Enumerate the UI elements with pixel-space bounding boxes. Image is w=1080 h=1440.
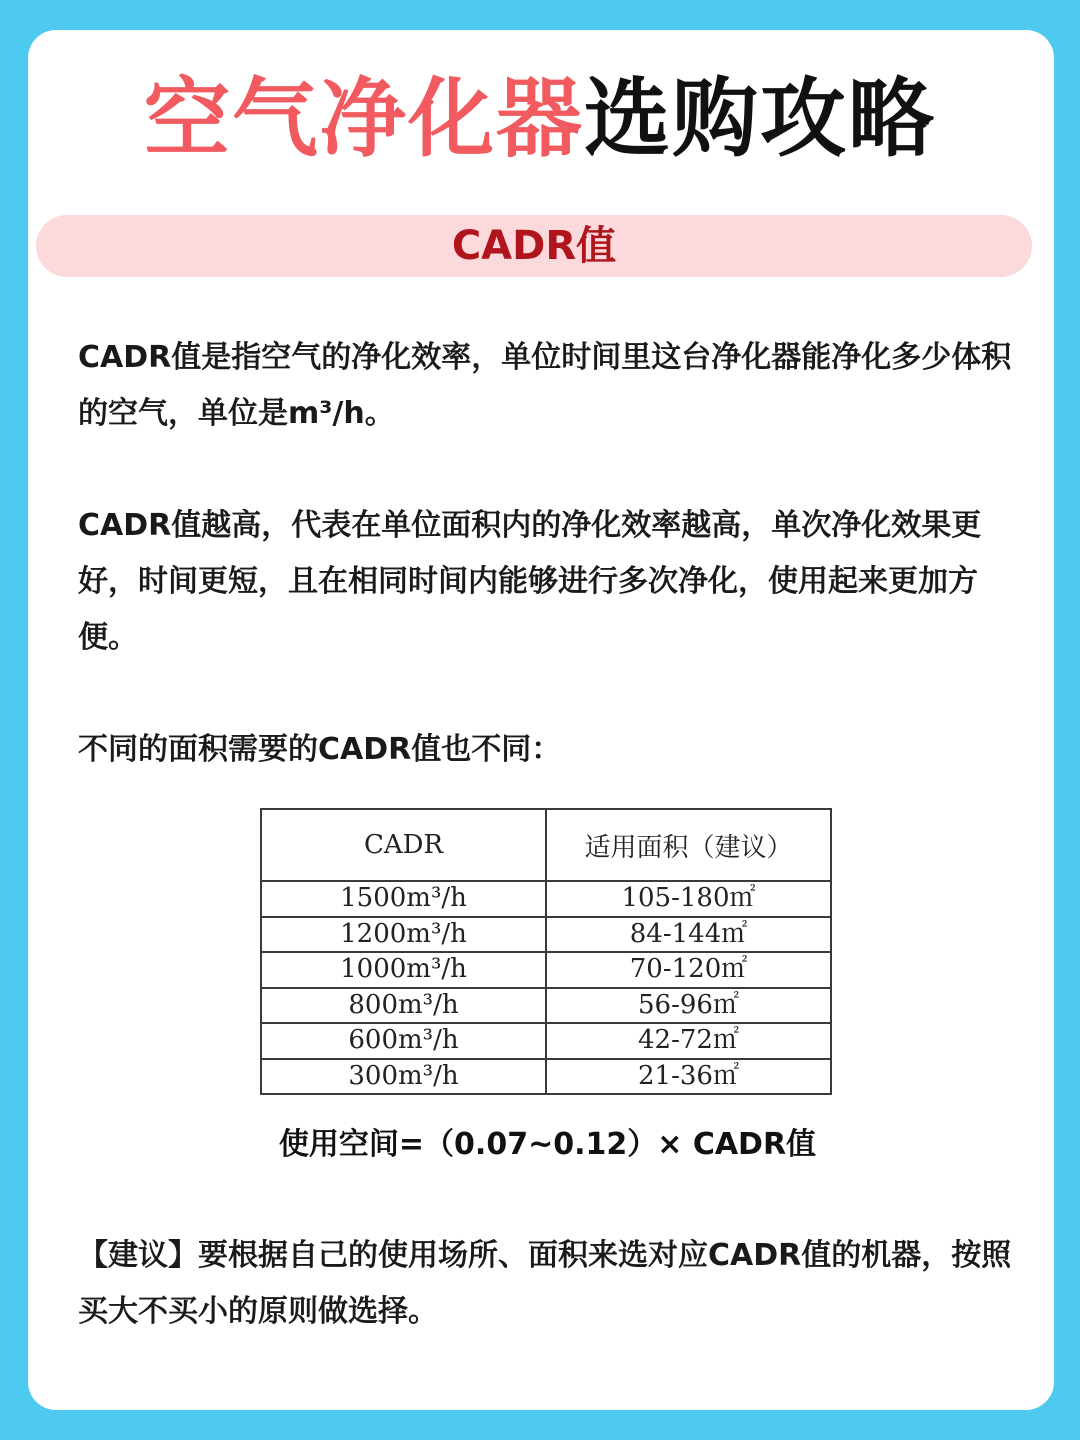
table-cell-area: 21-36㎡ xyxy=(546,1059,831,1095)
table-header-area: 适用面积（建议） xyxy=(546,809,831,881)
table-cell-area: 56-96㎡ xyxy=(546,988,831,1024)
table-cell-cadr: 800m³/h xyxy=(261,988,546,1024)
table-row xyxy=(261,881,831,917)
table-row xyxy=(261,988,831,1024)
paragraph-explanation: CADR值越高，代表在单位面积内的净化效率越高，单次净化效果更好，时间更短，且在相同时间内能够进行多次净化，使用起来更加方便。 xyxy=(78,508,982,655)
table-cell-cadr: 600m³/h xyxy=(261,1023,546,1059)
table-cell-area: 70-120㎡ xyxy=(546,952,831,988)
table-cell-area: 84-144㎡ xyxy=(546,917,831,953)
title-accent: 空气净化器 xyxy=(144,69,584,169)
table-cell-cadr: 1200m³/h xyxy=(261,917,546,953)
table-cell-area: 42-72㎡ xyxy=(546,1023,831,1059)
table-header-cadr: CADR xyxy=(261,809,546,881)
formula-text: 使用空间=（0.07~0.12）× CADR值 xyxy=(278,1127,817,1162)
paragraph-table-intro: 不同的面积需要的CADR值也不同： xyxy=(78,732,562,767)
table-row xyxy=(261,1059,831,1095)
table-row xyxy=(261,952,831,988)
table-cell-cadr: 1000m³/h xyxy=(261,952,546,988)
table-cell-cadr: 300m³/h xyxy=(261,1059,546,1095)
paragraph-advice: 【建议】要根据自己的使用场所、面积来选对应CADR值的机器，按照买大不买小的原则做选择。 xyxy=(78,1238,1012,1329)
table-header-row xyxy=(261,809,831,881)
title-rest: 选购攻略 xyxy=(584,69,936,169)
table-row xyxy=(261,917,831,953)
table-row xyxy=(261,1023,831,1059)
paragraph-definition: CADR值是指空气的净化效率，单位时间里这台净化器能净化多少体积的空气，单位是m³/h。 xyxy=(78,340,1012,431)
table-cell-area: 105-180㎡ xyxy=(546,881,831,917)
page-title xyxy=(0,64,1080,174)
cadr-table xyxy=(260,808,832,1095)
section-label: CADR值 xyxy=(36,215,1032,277)
table-cell-cadr: 1500m³/h xyxy=(261,881,546,917)
